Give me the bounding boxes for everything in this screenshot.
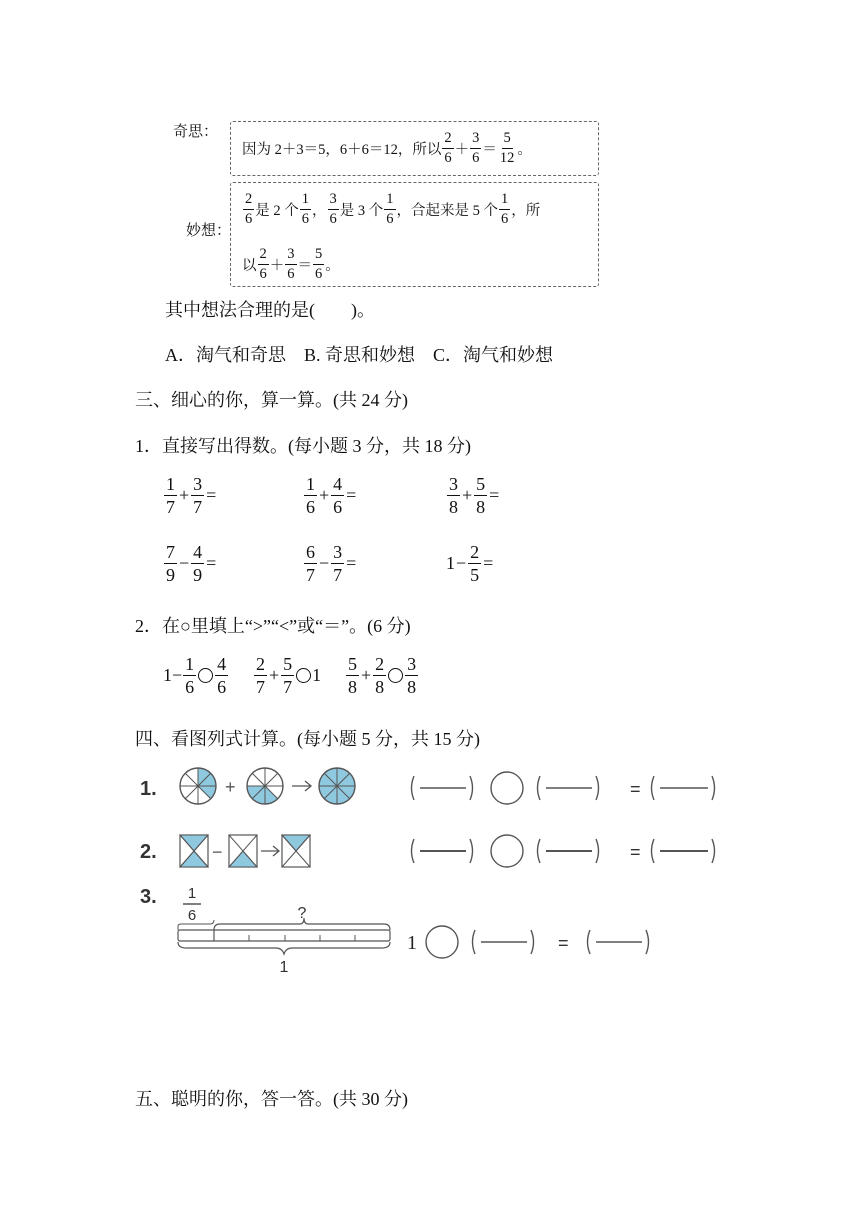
equals-sign: =	[558, 933, 569, 953]
options-text: A．淘气和奇思 B. 奇思和妙想 C．淘气和妙想	[165, 345, 554, 365]
fraction: $\frac{2}{5}$	[470, 542, 480, 585]
miaoxiang-label: 妙想：	[186, 223, 232, 239]
compare-item: $\frac{2}{7}$ + $\frac{5}{7}$ 1	[256, 654, 322, 697]
fraction: $\frac{3}{7}$	[193, 474, 203, 517]
fraction: $\frac{3}{6}$	[472, 130, 480, 166]
equals-sign: =	[630, 842, 641, 862]
compare-circle[interactable]	[388, 668, 403, 683]
compare-item: $\frac{5}{8}$ + $\frac{2}{8}$ $\frac{3}{8}$	[348, 654, 417, 697]
fraction-denominator: 6	[187, 907, 197, 924]
fraction: $\frac{5}{8}$	[348, 654, 357, 697]
fraction: $\frac{2}{8}$	[375, 654, 385, 697]
q-number: 1.	[140, 778, 157, 800]
section4-figures	[130, 758, 730, 988]
fraction: $\frac{1}{6}$	[306, 474, 315, 517]
section4-title: 四、看图列式计算。(每小题 5 分，共 15 分)	[135, 729, 480, 749]
strip-diagram	[178, 885, 390, 976]
fraction: $\frac{2}{6}$	[259, 246, 267, 282]
fraction: $\frac{3}{8}$	[449, 474, 458, 517]
question-text: 其中想法合理的是( )。	[165, 300, 375, 320]
compare-circle[interactable]	[198, 668, 213, 683]
fraction: $\frac{5}{12}$	[499, 130, 515, 166]
fraction: $\frac{1}{6}$	[301, 191, 309, 227]
miaoxiang-line1: $\frac{2}{6}$ 是 2 个 $\frac{1}{6}$ ， $\frac{3}{6}$ 是 3 个 $\frac{1}{6}$ ，合起来是 5 个 $\frac{1}{6}$ ，所	[245, 191, 541, 227]
qisi-text: 因为 2＋3＝5，6＋6＝12，所以 $\frac{2}{6}$ ＋ $\frac{3}{6}$ ＝ $\frac{5}{12}$ 。	[242, 130, 532, 166]
answer-template-1	[412, 772, 715, 804]
q-number: 3.	[140, 886, 157, 908]
fraction: $\frac{5}{7}$	[283, 654, 293, 697]
section5-title: 五、聪明的你，答一答。(共 30 分)	[135, 1089, 408, 1109]
calc-item: $\frac{3}{8}$ + $\frac{5}{8}$ =	[449, 474, 500, 517]
hourglass-figure-1	[180, 835, 208, 867]
fraction: $\frac{3}{6}$	[287, 246, 295, 282]
fraction: $\frac{2}{6}$	[245, 191, 253, 227]
calc-item: $\frac{1}{7}$ + $\frac{3}{7}$ =	[166, 474, 217, 517]
hourglass-figure-2	[229, 835, 257, 867]
fraction: $\frac{1}{7}$	[166, 474, 175, 517]
question-mark: ?	[297, 905, 307, 922]
fraction: $\frac{7}{9}$	[166, 542, 175, 585]
answer-template-2	[412, 835, 715, 867]
arrow-icon	[292, 781, 311, 791]
compare-item: 1− $\frac{1}{6}$ $\frac{4}{6}$	[163, 654, 227, 697]
miaoxiang-line2: 以 $\frac{2}{6}$ ＋ $\frac{3}{6}$ ＝ $\frac{5}{6}$ 。	[242, 246, 340, 282]
calc-item: 1 − $\frac{2}{5}$ =	[446, 542, 494, 585]
hourglass-figure-3	[282, 835, 310, 867]
section3-title: 三、细心的你，算一算。(共 24 分)	[135, 390, 408, 410]
fraction: $\frac{4}{6}$	[217, 654, 227, 697]
calc-item: $\frac{6}{7}$ − $\frac{3}{7}$ =	[306, 542, 357, 585]
answer-template-3	[426, 926, 649, 958]
plus-sign: +	[225, 777, 236, 797]
fraction: $\frac{1}{6}$	[501, 191, 509, 227]
fraction: $\frac{4}{9}$	[193, 542, 203, 585]
equals-sign: =	[630, 779, 641, 799]
q1-title: 1．直接写出得数。(每小题 3 分，共 18 分)	[135, 436, 471, 456]
fraction: $\frac{4}{6}$	[333, 474, 343, 517]
fraction: $\frac{5}{6}$	[315, 246, 323, 282]
fraction: $\frac{2}{6}$	[444, 130, 452, 166]
compare-circle[interactable]	[296, 668, 311, 683]
lead-one: 1	[407, 932, 417, 954]
arrow-icon	[261, 846, 279, 856]
circle-figure-2	[247, 768, 283, 804]
fraction: $\frac{1}{6}$	[386, 191, 394, 227]
fraction: $\frac{3}{8}$	[407, 654, 417, 697]
fraction: $\frac{3}{6}$	[329, 191, 337, 227]
q2-title: 2．在○里填上“>”“<”或“＝”。(6 分)	[135, 616, 411, 636]
fraction: $\frac{1}{6}$	[185, 654, 195, 697]
calc-item: $\frac{7}{9}$ − $\frac{4}{9}$ =	[166, 542, 217, 585]
fraction: $\frac{3}{7}$	[333, 542, 343, 585]
qisi-label: 奇思：	[173, 124, 219, 140]
circle-figure-3	[319, 768, 355, 804]
total-label: 1	[279, 959, 289, 976]
fraction-numerator: 1	[187, 885, 197, 902]
calc-item: $\frac{1}{6}$ + $\frac{4}{6}$ =	[306, 474, 357, 517]
q-number: 2.	[140, 841, 157, 863]
circle-figure-1	[180, 768, 216, 804]
minus-sign: −	[212, 842, 223, 862]
fraction: $\frac{5}{8}$	[476, 474, 486, 517]
fraction: $\frac{2}{7}$	[256, 654, 265, 697]
fraction: $\frac{6}{7}$	[306, 542, 315, 585]
